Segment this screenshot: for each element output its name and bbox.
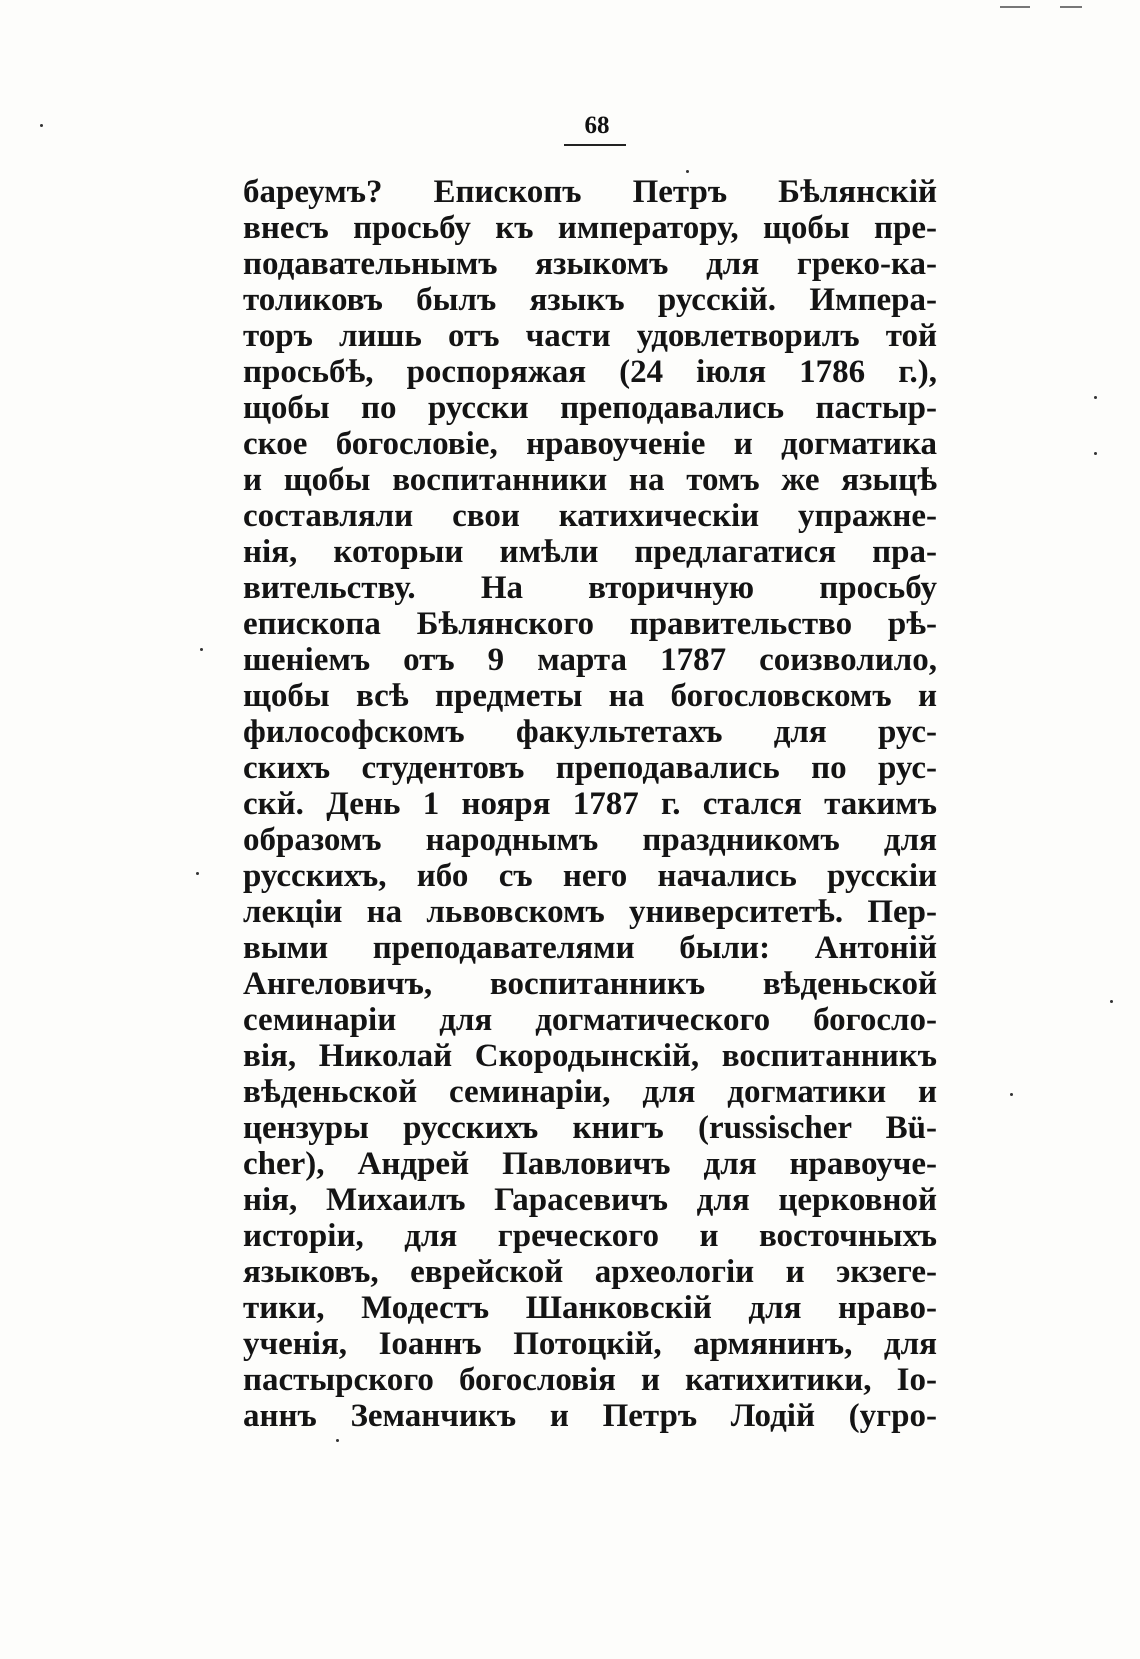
- text-line: вія, Николай Скородынскій, воспитанникъ: [243, 1038, 937, 1074]
- text-line: внесъ просьбу къ императору, щобы пре-: [243, 210, 937, 246]
- text-line: тики, Модестъ Шанковскій для нраво-: [243, 1290, 937, 1326]
- text-line: просьбѣ, роспоряжая (24 іюля 1786 г.),: [243, 354, 937, 390]
- text-line: аннъ Земанчикъ и Петръ Лодій (угро-: [243, 1398, 937, 1434]
- text-line: скихъ студентовъ преподавались по рус-: [243, 750, 937, 786]
- paper-speck: [686, 170, 689, 173]
- text-line: торъ лишь отъ части удовлетворилъ той: [243, 318, 937, 354]
- page-number-rule: [564, 144, 626, 146]
- paper-speck: [196, 872, 199, 875]
- text-line: и щобы воспитанники на томъ же языцѣ: [243, 462, 937, 498]
- text-line: епископа Бѣлянского правительство рѣ-: [243, 606, 937, 642]
- text-line: образомъ народнымъ праздникомъ для: [243, 822, 937, 858]
- text-line: Ангеловичъ, воспитанникъ вѣденьской: [243, 966, 937, 1002]
- text-line: языковъ, еврейской археологіи и экзеге-: [243, 1254, 937, 1290]
- paper-speck: [1094, 396, 1097, 399]
- text-line: лекціи на львовскомъ университетѣ. Пер-: [243, 894, 937, 930]
- text-line: подавательнымъ языкомъ для греко-ка-: [243, 246, 937, 282]
- text-line: ученія, Іоаннъ Потоцкій, армянинъ, для: [243, 1326, 937, 1362]
- text-line: бареумъ? Епископъ Петръ Бѣлянскій: [243, 174, 937, 210]
- text-line: cher), Андрей Павловичъ для нравоуче-: [243, 1146, 937, 1182]
- text-line: выми преподавателями были: Антоній: [243, 930, 937, 966]
- text-line: цензуры русскихъ книгъ (russischer Bü-: [243, 1110, 937, 1146]
- text-line: вѣденьской семинаріи, для догматики и: [243, 1074, 937, 1110]
- text-line: ское богословіе, нравоученіе и догматика: [243, 426, 937, 462]
- text-line: философскомъ факультетахъ для рус-: [243, 714, 937, 750]
- text-line: скй. День 1 нояря 1787 г. стался такимъ: [243, 786, 937, 822]
- top-edge-mark: [1000, 6, 1030, 8]
- text-line: щобы по русски преподавались пастыр-: [243, 390, 937, 426]
- text-line: составляли свои катихическіи упражне-: [243, 498, 937, 534]
- paper-speck: [1110, 1000, 1113, 1003]
- text-line: щобы всѣ предметы на богословскомъ и: [243, 678, 937, 714]
- paper-speck: [40, 124, 43, 127]
- paper-speck: [1010, 1093, 1013, 1096]
- text-line: нія, которыи имѣли предлагатися пра-: [243, 534, 937, 570]
- page-number: 68: [584, 112, 610, 139]
- text-line: семинаріи для догматического богосло-: [243, 1002, 937, 1038]
- paper-speck: [1094, 452, 1097, 455]
- text-line: пастырского богословія и катихитики, Іо-: [243, 1362, 937, 1398]
- text-line: шеніемъ отъ 9 марта 1787 соизволило,: [243, 642, 937, 678]
- text-line: исторіи, для греческого и восточныхъ: [243, 1218, 937, 1254]
- text-line: нія, Михаилъ Гарасевичъ для церковной: [243, 1182, 937, 1218]
- paper-speck: [336, 1439, 339, 1442]
- text-line: толиковъ былъ языкъ русскій. Импера-: [243, 282, 937, 318]
- text-line: вительству. На вторичную просьбу: [243, 570, 937, 606]
- top-edge-mark-2: [1060, 6, 1082, 8]
- text-line: русскихъ, ибо съ него начались русскіи: [243, 858, 937, 894]
- page-body-text: [243, 174, 937, 1434]
- paper-speck: [200, 648, 203, 651]
